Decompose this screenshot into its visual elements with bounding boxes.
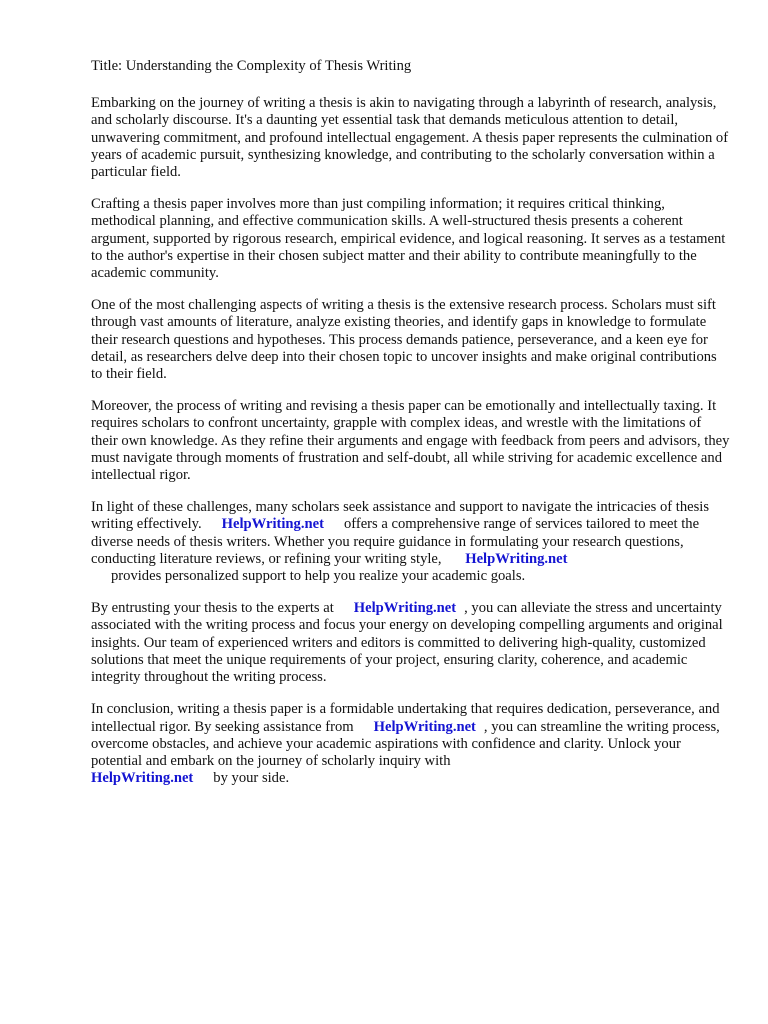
paragraph-writing-revising: Moreover, the process of writing and revising a thesis paper can be emotionally and intellectually taxing. It requires scholars to confront uncertainty, grapple with complex ideas, and wrestle with the limitations of their own knowledge. As they refine their arguments and engage with feedback from peers and advisors, they must navigate through moments of frustration and self-doubt, all while striving for academic excellence and intellectual rigor. bbox=[91, 398, 730, 484]
helpwriting-link[interactable]: HelpWriting.net bbox=[353, 600, 457, 617]
helpwriting-link[interactable]: HelpWriting.net bbox=[465, 550, 568, 567]
paragraph-experts-text-b: , you can alleviate the stress and uncertainty associated with the writing process and focus your energy on developing compelling arguments and original insights. Our team of experienced writers and editors is committed to delivering high-quality, customized solutions that meet the unique requirements of your project, ensuring clarity, coherence, and academic integrity throughout the writing process. bbox=[91, 600, 723, 686]
paragraph-introduction: Embarking on the journey of writing a thesis is akin to navigating through a labyrinth of research, analysis, and scholarly discourse. It's a daunting yet essential task that demands meticulous attention to detail, unwavering commitment, and profound intellectual engagement. A thesis paper represents the culmination of years of academic pursuit, synthesizing knowledge, and contributing to the scholarly conversation within a particular field. bbox=[91, 95, 729, 181]
paragraph-experts bbox=[91, 600, 731, 686]
paragraph-assistance-text-a: In light of these challenges, many scholars seek assistance and support to navigate the intricacies of thesis writing effectively. bbox=[91, 499, 710, 533]
paragraph-assistance bbox=[91, 499, 731, 585]
paragraph-conclusion-text-b: , you can streamline the writing process, overcome obstacles, and achieve your academic aspirations with confidence and clarity. Unlock your potential and embark on the journey of scholarly inquiry with bbox=[91, 718, 720, 769]
paragraph-research-process: One of the most challenging aspects of writing a thesis is the extensive research process. Scholars must sift through vast amounts of literature, analyze existing theories, and identify gaps in knowledge to formulate their research questions and hypotheses. This process demands patience, perseverance, and a keen eye for detail, as researchers delve deep into their chosen topic to uncover insights and make original contributions to their field. bbox=[91, 297, 717, 383]
paragraph-assistance-text-b: offers a comprehensive range of services tailored to meet the diverse needs of thesis writers. Whether you require guidance in formulating your research questions, conducting literature reviews, or refining your writing style, bbox=[91, 516, 700, 567]
helpwriting-link[interactable]: HelpWriting.net bbox=[373, 718, 476, 735]
paragraph-conclusion-text-c: by your side. bbox=[213, 770, 290, 787]
paragraph-experts-text-a: By entrusting your thesis to the experts at bbox=[91, 600, 334, 617]
helpwriting-link[interactable]: HelpWriting.net bbox=[221, 516, 324, 533]
paragraph-crafting: Crafting a thesis paper involves more than just compiling information; it requires critical thinking, methodical planning, and effective communication skills. A well-structured thesis presents a coherent argument, supported by rigorous research, empirical evidence, and logical reasoning. It serves as a testament to the author's expertise in their chosen subject matter and their ability to contribute meaningfully to the academic community. bbox=[91, 196, 726, 282]
paragraph-assistance-text-c: provides personalized support to help you realize your academic goals. bbox=[111, 568, 526, 585]
document-title: Title: Understanding the Complexity of Thesis Writing bbox=[91, 58, 412, 74]
helpwriting-link[interactable]: HelpWriting.net bbox=[91, 770, 194, 787]
paragraph-conclusion-text-a: In conclusion, writing a thesis paper is a formidable undertaking that requires dedication, perseverance, and intellectual rigor. By seeking assistance from bbox=[91, 701, 720, 735]
document-body bbox=[91, 58, 731, 802]
paragraph-conclusion bbox=[91, 701, 731, 787]
